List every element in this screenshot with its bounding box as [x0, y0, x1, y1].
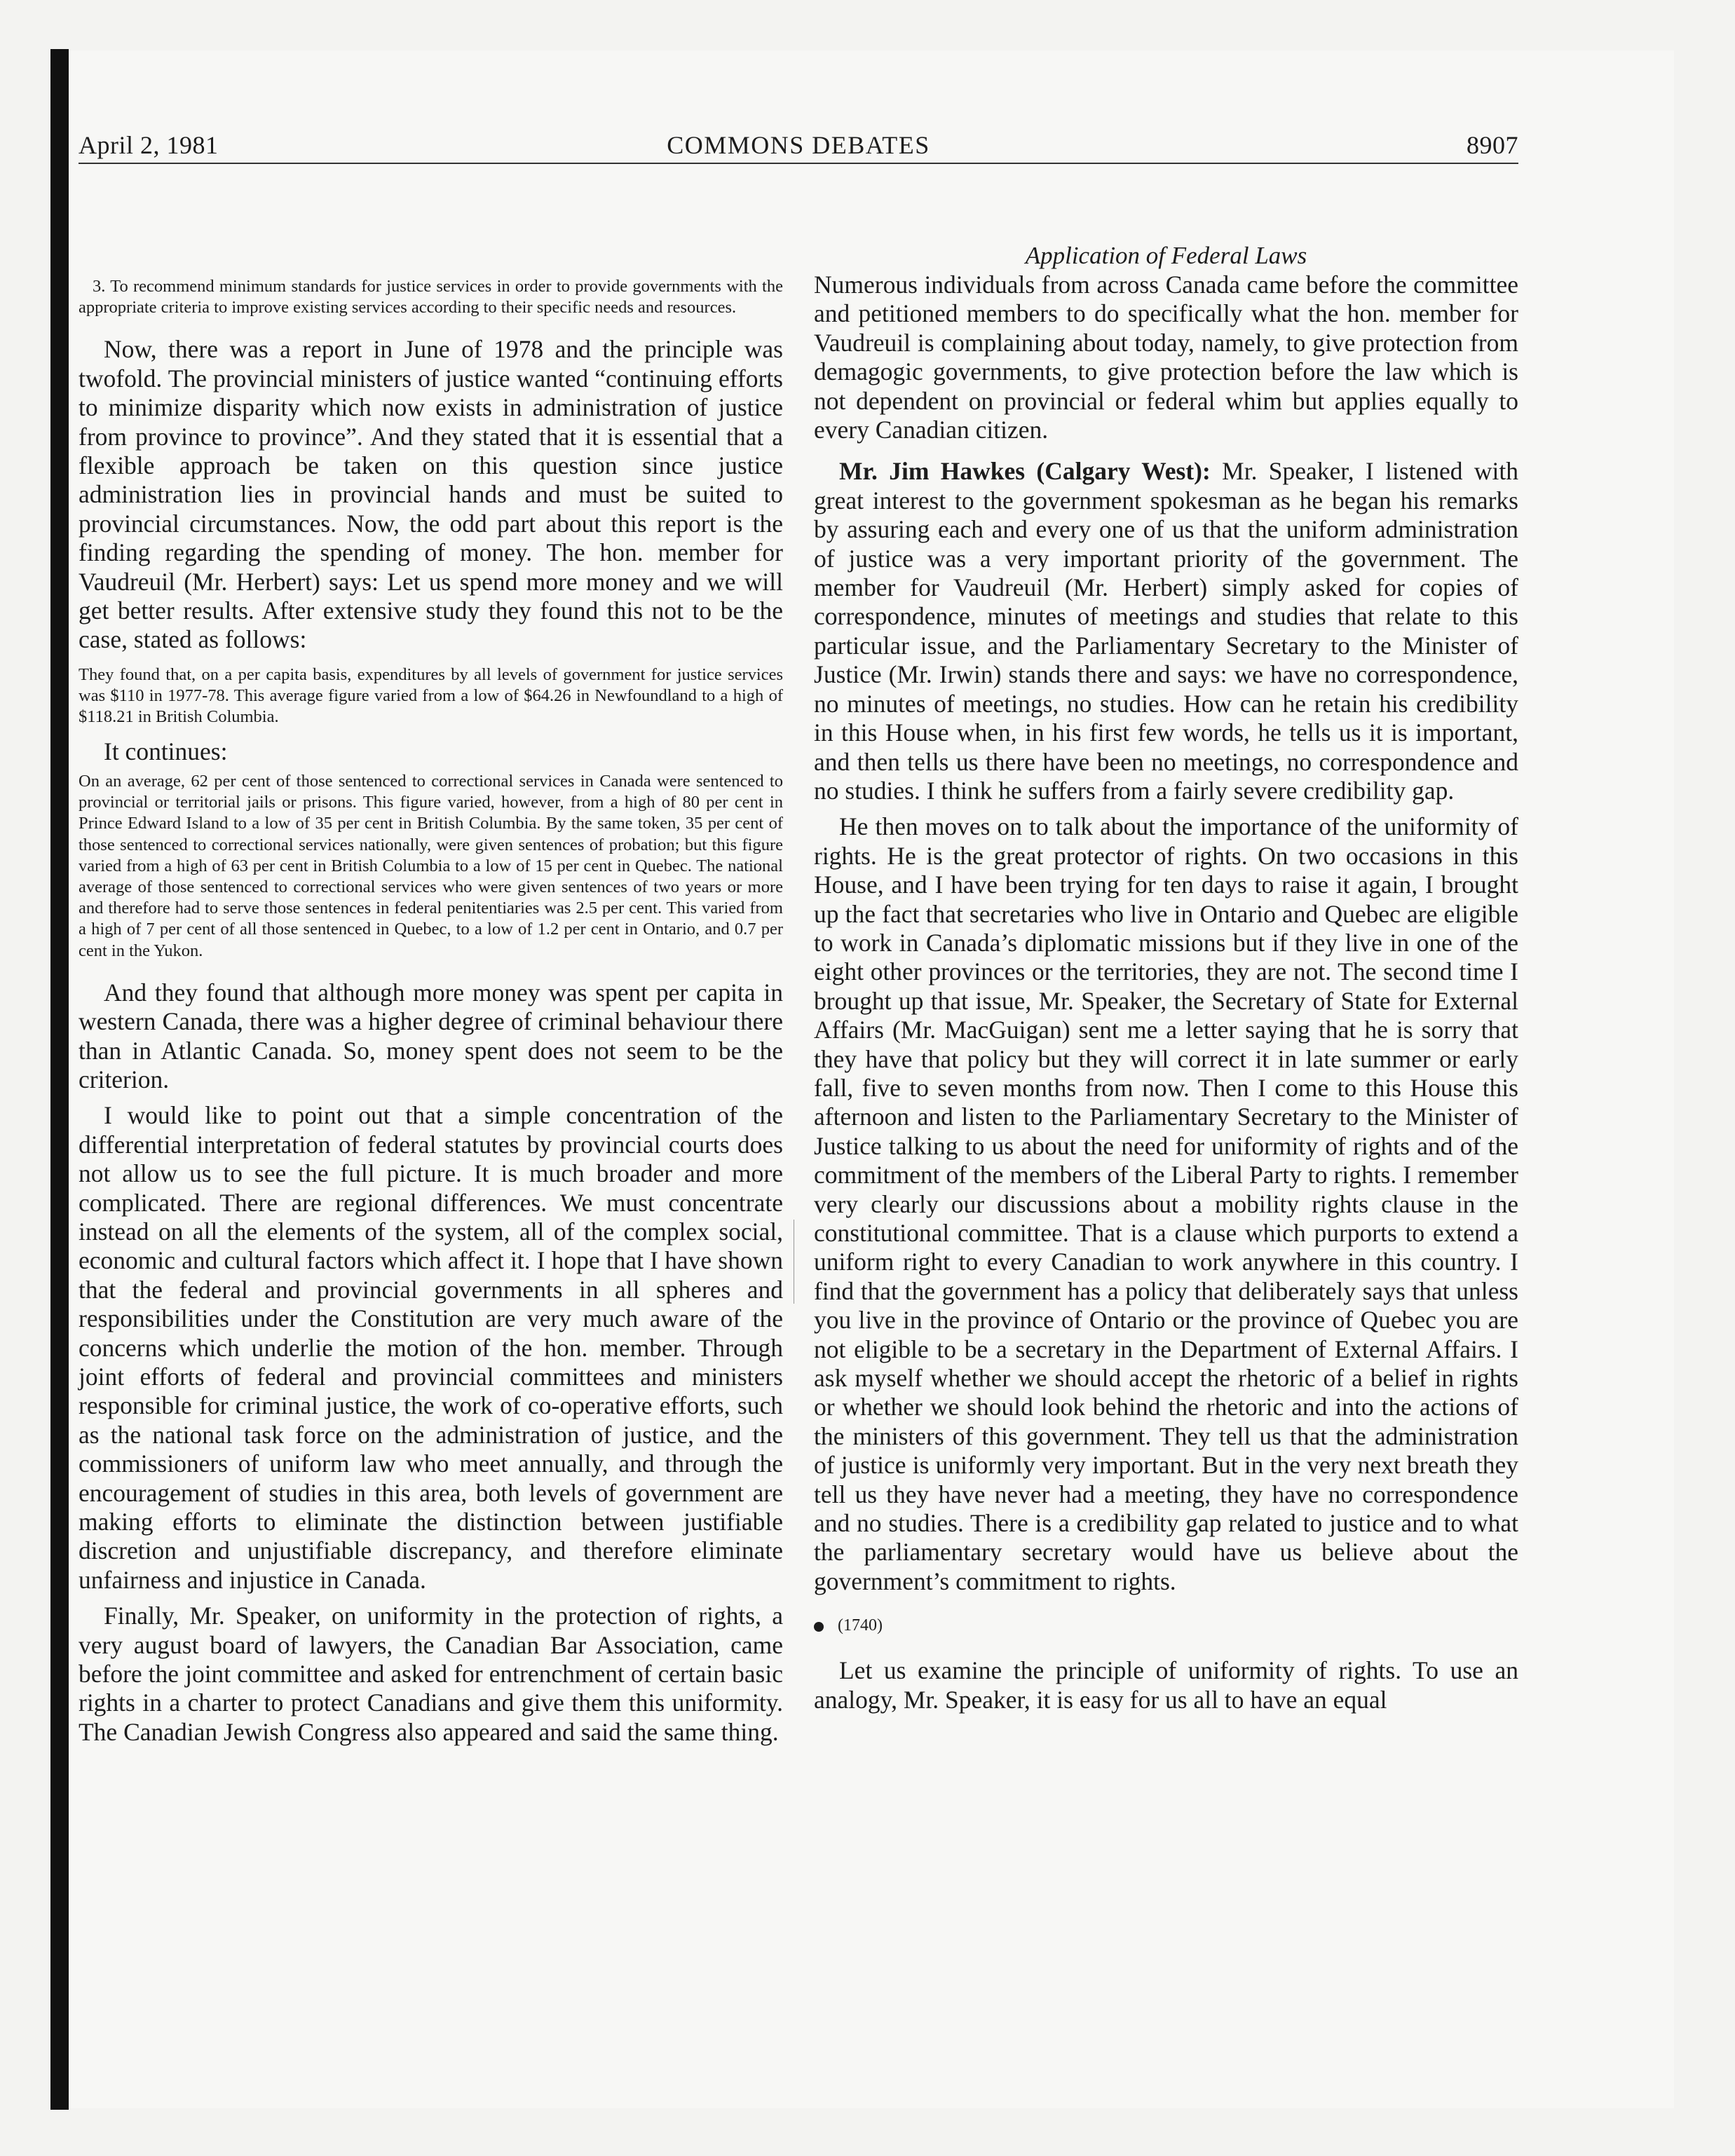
paragraph: And they found that although more money was spent per capita in western Canada, there was a higher degree of criminal behaviour there than in Atlantic Canada. So, money spent does not seem to be the criterion. [79, 978, 783, 1093]
header-rule [79, 163, 1518, 164]
header-date: April 2, 1981 [79, 131, 219, 159]
speech-paragraph [814, 457, 1518, 805]
page-header [79, 130, 1518, 172]
timestamp-text: (1740) [838, 1616, 883, 1635]
header-page-number: 8907 [1467, 131, 1518, 159]
right-column [814, 181, 1518, 1714]
paragraph: Let us examine the principle of uniformity of rights. To use an analogy, Mr. Speaker, it is easy for us all to have an equal [814, 1656, 1518, 1714]
speech-text: Mr. Speaker, I listened with great interest to the government spokesman as he began his remarks by assuring each and every one of us that the uniform administration of justice was a very important priority of the government. The member for Vaudreuil (Mr. Herbert) simply asked for copies of correspondence, minutes of meetings and studies that relate to this particular issue, and the Parliamentary Secretary to the Minister of Justice (Mr. Irwin) stands there and says: we have no correspondence, no minutes of meetings, no studies. How can he retain his credibility in this House when, in his first few words, he tells us it is important, and then tells us there have been no meetings, no correspondence and no studies. I think he suffers from a fairly severe credibility gap. [814, 457, 1518, 805]
paragraph: Finally, Mr. Speaker, on uniformity in the protection of rights, a very august board of lawyers, the Canadian Bar Association, came before the joint committee and asked for entrenchment of certain basic rights in a charter to protect Canadians and give them this uniformity. The Canadian Jewish Congress also appeared and said the same thing. [79, 1602, 783, 1746]
quoted-sentencing-statistics: On an average, 62 per cent of those sentenced to correctional services in Canada were sentenced to provincial or territorial jails or prisons. This figure varied, however, from a high of 80 per cent in Prince Edward Island to a low of 35 per cent in British Columbia. By the same token, 35 per cent of those sentenced to correctional services nationally, were given sentences of probation; but this figure varied from a high of 63 per cent in British Columbia to a low of 15 per cent in Quebec. The national average of those sentenced to correctional services who were given sentences of two years or more and therefore had to serve those sentences in federal penitentiaries was 2.5 per cent. This varied from a high of 7 per cent of all those sentenced in Quebec, to a low of 1.2 per cent in Ontario, and 0.7 per cent in the Yukon. [79, 771, 783, 960]
speaker-name: Mr. Jim Hawkes (Calgary West): [839, 457, 1211, 486]
scan-edge-bar [50, 49, 69, 2110]
paragraph: He then moves on to talk about the importance of the uniformity of rights. He is the great protector of rights. On two occasions in this House, and I have been trying for ten days to raise it again, I brought up the fact that secretaries who live in Ontario and Quebec are eligible to work in Canada’s diplomatic missions but if they live in one of the eight other provinces or the territories, they are not. The second time I brought up that issue, Mr. Speaker, the Secretary of State for External Affairs (Mr. MacGuigan) sent me a letter saying that he is sorry that they have that policy but they will correct it in late summer or early fall, five to seven months from now. Then I come to this House this afternoon and listen to the Parliamentary Secretary to the Minister of Justice talking to us about the need for uniformity of rights and of the commitment of the members of the Liberal Party to rights. I remember very clearly our discussions about a mobility rights clause in the constitutional committee. That is a clause which purports to extend a uniform right to every Canadian to work anywhere in this country. I find that the government has a policy that deliberately says that unless you live in the province of Ontario or the province of Quebec you are not eligible to be a secretary in the Department of External Affairs. I ask myself whether we should accept the rhetoric of a belief in rights or whether we should look behind the rhetoric and into the actions of the ministers of this government. They tell us that the administration of justice is uniformly very important. But in the very next breath they tell us they have never had a meeting, they have no correspondence and no studies. There is a credibility gap related to justice and to what the parliamentary secretary would have us believe about the government’s commitment to rights. [814, 812, 1518, 1595]
quoted-recommendation: 3. To recommend minimum standards for justice services in order to provide governments with the appropriate criteria to improve existing services according to their specific needs and resources. [79, 277, 783, 318]
paragraph: Now, there was a report in June of 1978 and the principle was twofold. The provincial ministers of justice wanted “continuing efforts to minimize disparity which now exists in administration of justice from province to province”. And they stated that it is essential that a flexible approach be taken on this question since justice administration lies in provincial hands and must be suited to provincial circumstances. Now, the odd part about this report is the finding regarding the spending of money. The hon. member for Vaudreuil (Mr. Herbert) says: Let us spend more money and we will get better results. After extensive study they found this not to be the case, stated as follows: [79, 335, 783, 654]
paragraph: I would like to point out that a simple concentration of the differential interpretation of federal statutes by provincial courts does not allow us to see the full picture. It is much broader and more complicated. There are regional differences. We must concentrate instead on all the elements of the system, all of the complex social, economic and cultural factors which affect it. I hope that I have shown that the federal and provincial governments in all spheres and responsibilities under the Constitution are very much aware of the concerns which underlie the motion of the hon. member. Through joint efforts of federal and provincial committees and ministers responsible for criminal justice, the work of co-operative efforts, such as the national task force on the administration of justice, and the commissioners of uniform law who meet annually, and through the encouragement of studies in this area, both levels of government are making efforts to eliminate the distinction between justifiable discretion and unjustifiable discrepancy, and therefore eliminate unfairness and injustice in Canada. [79, 1101, 783, 1594]
paragraph-continues: It continues: [104, 737, 228, 766]
section-subheading: Application of Federal Laws [1025, 242, 1307, 269]
quoted-expenditures: They found that, on a per capita basis, expenditures by all levels of government for justice services was $110 in 1977-78. This average figure varied from a low of $64.26 in Newfoundland to a high of $118.21 in British Columbia. [79, 664, 783, 727]
header-title: COMMONS DEBATES [667, 131, 930, 159]
timestamp [814, 1611, 1518, 1639]
paragraph: Numerous individuals from across Canada came before the committee and petitioned members to do specifically what the hon. member for Vaudreuil is complaining about today, namely, to give protection from demagogic governments, to give protection before the law which is not dependent on provincial or federal whim but applies equally to every Canadian citizen. [814, 271, 1518, 444]
left-column [79, 181, 783, 1747]
bullet-icon [814, 1622, 824, 1632]
